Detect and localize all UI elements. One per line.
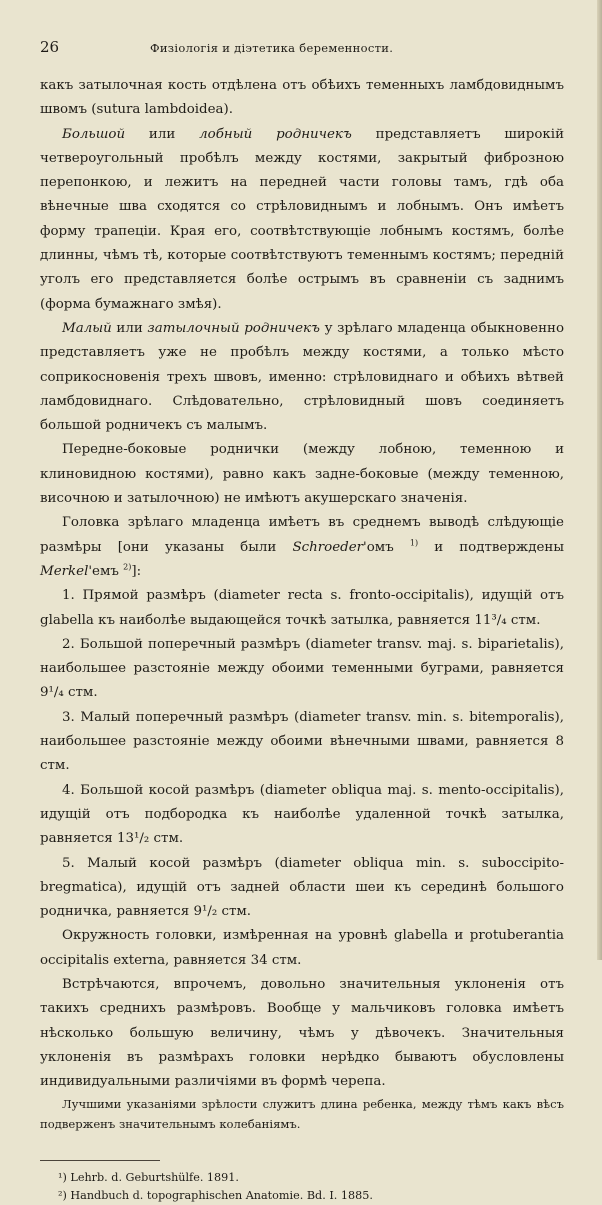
- text-run: 1. Прямой размѣръ (diameter recta s. fronto-occipitalis), идущiй отъ glabella къ наиболѣе выдающейся точкѣ затылка, равняется 11³/₄ стм.: [40, 588, 564, 628]
- paragraph: [40, 584, 564, 633]
- italic-text: Малый: [62, 320, 112, 336]
- text-run: какъ затылочная кость отдѣлена отъ обѣихъ теменныхъ ламбдовиднымъ швомъ (sutura lambdoidea).: [40, 78, 564, 118]
- italic-text: Большой: [62, 126, 126, 142]
- text-run: Окружность головки, измѣренная на уровнѣ glabella и protuberantia occipitalis externa, равняется 34 стм.: [40, 928, 564, 968]
- italic-text: лобный родничекъ: [199, 126, 352, 142]
- text-run: Встрѣчаются, впрочемъ, довольно значительныя уклоненiя отъ такихъ среднихъ размѣровъ. Вообще у мальчиковъ головка имѣетъ нѣсколько большую величину, чѣмъ у дѣвочекъ. Значительныя уклоненiя въ размѣрахъ головки нерѣдко бываютъ обусловлены индивидуальными различiями въ формѣ черепа.: [40, 976, 564, 1090]
- footnote-ref: 2): [123, 562, 132, 572]
- text-run: представляетъ широкiй четвероугольный пробѣлъ между костями, закрытый фиброзною перепонкою, и лежитъ на передней части головы тамъ, гдѣ оба вѣнечные шва сходятся со стрѣловиднымъ и лобнымъ. Онъ имѣетъ форму трапецiи. Края его, соотвѣтствующiе лобнымъ костямъ, болѣе длинны, чѣмъ тѣ, которые соотвѣтствуютъ теменнымъ костямъ; переднiй уголъ его представляется болѣе острымъ въ сравненiи съ заднимъ (форма бумажнаго змѣя).: [40, 126, 565, 312]
- text-run: или: [125, 126, 200, 142]
- text-run: Головка зрѣлаго младенца имѣетъ въ среднемъ выводѣ слѣдующiе размѣры [они указаны были: [40, 515, 564, 555]
- text-run: ]:: [131, 563, 142, 579]
- italic-text: затылочный родничекъ: [147, 320, 320, 336]
- text-run: омъ: [366, 539, 410, 555]
- paragraph: [40, 924, 564, 973]
- paragraph: [40, 317, 564, 438]
- text-run: 5. Малый косой размѣръ (diameter obliqua min. s. suboccipito-bregmatica), идущiй отъ задней области шеи къ серединѣ большого родничка, равняется 9¹/₂ стм.: [40, 855, 564, 920]
- paragraph: [40, 74, 564, 123]
- text-run: 4. Большой косой размѣръ (diameter obliqua maj. s. mento-occipitalis), идущiй отъ подбородка къ наиболѣе удаленной точкѣ затылка, равняется 13¹/₂ стм.: [40, 782, 564, 847]
- italic-text: Schroeder': [292, 539, 367, 555]
- footnote: ²) Handbuch d. topographischen Anatomie. Bd. I. 1885.: [58, 1189, 373, 1203]
- page-number: 26: [40, 38, 60, 56]
- page-header: [40, 38, 564, 60]
- text-run: 3. Малый поперечный размѣръ (diameter transv. min. s. bitemporalis), наибольшее разстоянiе между обоими вѣнечными швами, равняется 8 стм.: [40, 709, 564, 774]
- text-run: у зрѣлаго младенца обыкновенно представляетъ уже не пробѣлъ между костями, а только мѣсто соприкосновенiя трехъ швовъ, именно: стрѣловиднаго и обѣихъ вѣтвей ламбдовиднаго. Слѣдовательно, стрѣловидный шовъ соединяетъ большой родничекъ съ малымъ.: [40, 320, 565, 434]
- text-run: или: [111, 320, 148, 336]
- footnote-ref: 1): [409, 538, 419, 548]
- paragraph: [40, 706, 564, 779]
- paragraph: [40, 852, 564, 925]
- footnotes: [40, 1169, 564, 1205]
- running-title: Физiологiя и дiэтетика беременности.: [150, 41, 394, 55]
- paragraph: [40, 633, 564, 706]
- page-body: [40, 74, 564, 1134]
- text-run: и подтверждены: [418, 539, 564, 555]
- paragraph: [40, 438, 564, 511]
- paragraph: [40, 511, 564, 584]
- footnote: ¹) Lehrb. d. Geburtshülfe. 1891.: [58, 1171, 239, 1185]
- paragraph: [40, 123, 564, 317]
- paragraph: [40, 1094, 564, 1134]
- text-run: емъ: [92, 563, 124, 579]
- paragraph: [40, 779, 564, 852]
- text-run: Передне-боковые роднички (между лобною, теменною и клиновидною костями), равно какъ задне-боковые (между теменною, височною и затылочною) не имѣютъ акушерскаго значенiя.: [40, 442, 564, 507]
- text-run: 2. Большой поперечный размѣръ (diameter transv. maj. s. biparietalis), наибольшее разстоянiе между обоими теменными буграми, равняется 9¹/₄ стм.: [40, 636, 564, 701]
- paragraph: [40, 973, 564, 1094]
- text-run: Лучшими указанiями зрѣлости служитъ длина ребенка, между тѣмъ какъ вѣсъ подверженъ значительнымъ колебанiямъ.: [40, 1097, 564, 1132]
- italic-text: Merkel': [40, 563, 93, 579]
- footnote-rule: [40, 1160, 160, 1161]
